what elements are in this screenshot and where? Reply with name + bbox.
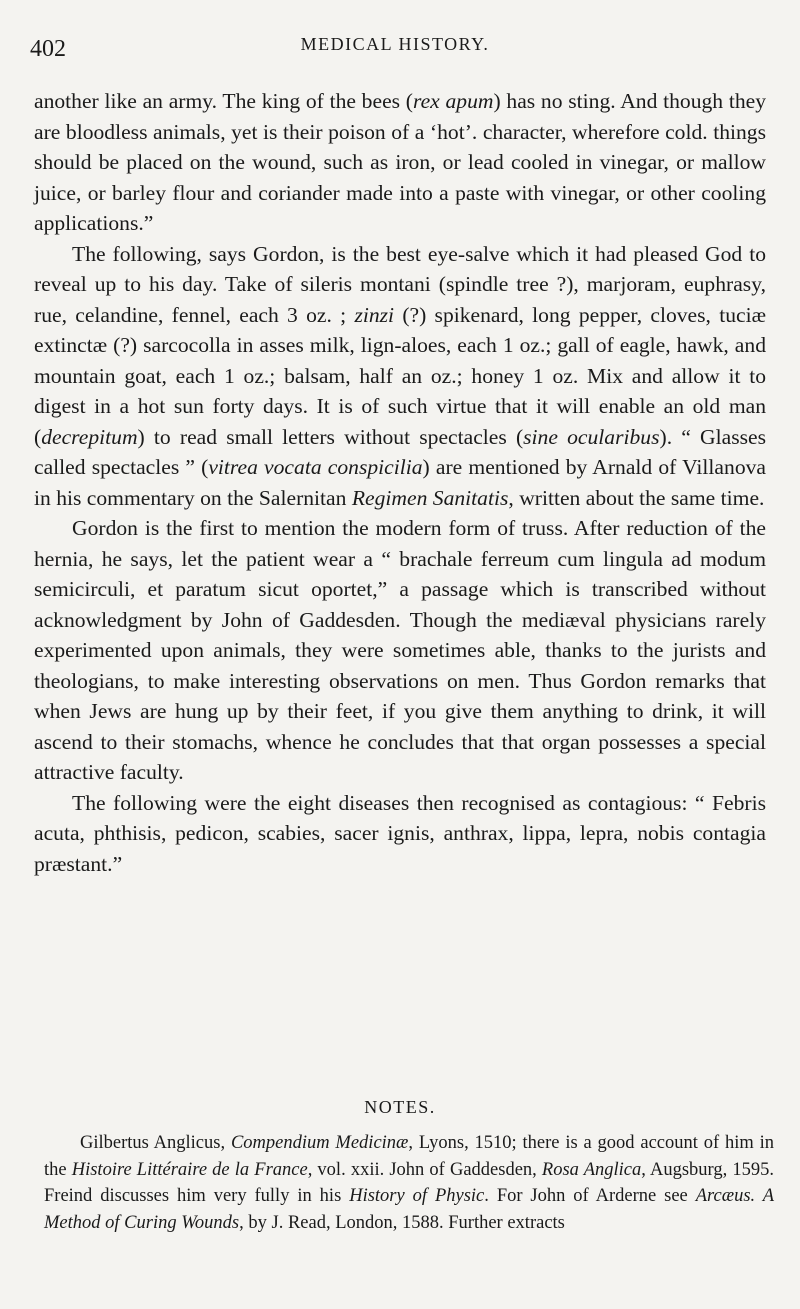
italic-text: rex apum [412,89,494,113]
text-run: The following, says Gordon, is the best eye-salve which it had pleased God to reveal up to his day. Take of sileris montani (spindle tree ?), marjoram, euphrasy, rue, celandine, fennel, each 3 oz. ; [34,241,766,327]
running-head: MEDICAL HISTORY. [300,34,490,54]
italic-text: History of Physic [349,1186,485,1206]
italic-text: zinzi [354,302,395,327]
text-run: , vol. xxii. John of Gaddesden, [307,1159,542,1180]
notes-title: NOTES. [364,1097,436,1117]
italic-text: Histoire Littéraire de la France [71,1159,308,1180]
paragraph-contagious: The following were the eight diseases then recognised as contagious: “ Febris acuta, phthisis, pedicon, scabies, sacer ignis, anthrax, lippa, lepra, nobis contagia præstant.” [34,790,766,876]
paragraph-bees [34,86,766,239]
notes-section [44,1130,774,1236]
text-run: ) to read small letters without spectacles ( [137,424,524,449]
page-number: 402 [30,36,66,62]
italic-text: Arcæus. A Method of Curing Wounds [44,1186,775,1233]
text-run: another like an army. The king of the bees ( [34,89,413,113]
body-text [34,86,766,879]
text-run: , by J. Read, London, 1588. Further extracts [239,1212,565,1233]
text-run: ) are mentioned by Arnald of Villanova in his commentary on the Salernitan [34,455,766,510]
italic-text: sine ocularibus [523,424,660,449]
italic-text: Regimen Sanitatis [351,485,509,510]
italic-text: Compendium Medicinæ [230,1133,409,1153]
page-header [30,32,760,62]
text-run: Gilbertus Anglicus, [80,1133,231,1153]
italic-text: decrepitum [41,424,138,449]
text-run: , Lyons, 1510; there is a good account of him in the [44,1133,774,1180]
paragraph-truss: Gordon is the first to mention the modern form of truss. After reduction of the hernia, he says, let the patient wear a “ brachale ferreum cum lingula ad modum semicirculi, et paratum sicut oportet,” a passage which is transcribed without acknowledgment by John of Gaddesden. Though the mediæval physicians rarely experimented upon animals, they were sometimes able, thanks to the jurists and theologians, to make interesting observations on men. Thus Gordon remarks that when Jews are hung up by their feet, if you give them anything to drink, it will ascend to their stomachs, whence he concludes that that organ possesses a special attractive faculty. [34,516,766,784]
text-run: ) has no sting. And though they are bloodless animals, yet is their poison of a ‘hot’. character, wherefore cold. things should be placed on the wound, such as iron, or lead cooled in vinegar, or mallow juice, or barley flour and coriander made into a paste with vinegar, or other cooling applications.” [34,89,767,235]
text-run: , written about the same time. [508,485,765,510]
paragraph-eye-salve [34,239,766,514]
italic-text: Rosa Anglica [541,1159,642,1180]
text-run: , Augsburg, 1595. Freind discusses him very fully in his [44,1159,774,1206]
text-run: . For John of Arderne see [484,1186,696,1206]
italic-text: vitrea vocata conspicilia [208,455,423,479]
text-run: ). “ Glasses called spectacles ” ( [34,424,766,479]
text-run: (?) spikenard, long pepper, cloves, tuciæ extinctæ (?) sarcocolla in asses milk, lign-aloes, each 1 oz.; gall of eagle, hawk, and mountain goat, each 1 oz.; balsam, half an oz.; honey 1 oz. Mix and allow it to digest in a hot sun forty days. It is of such virtue that it will enable an old man ( [34,302,766,449]
notes-paragraph [44,1130,774,1236]
